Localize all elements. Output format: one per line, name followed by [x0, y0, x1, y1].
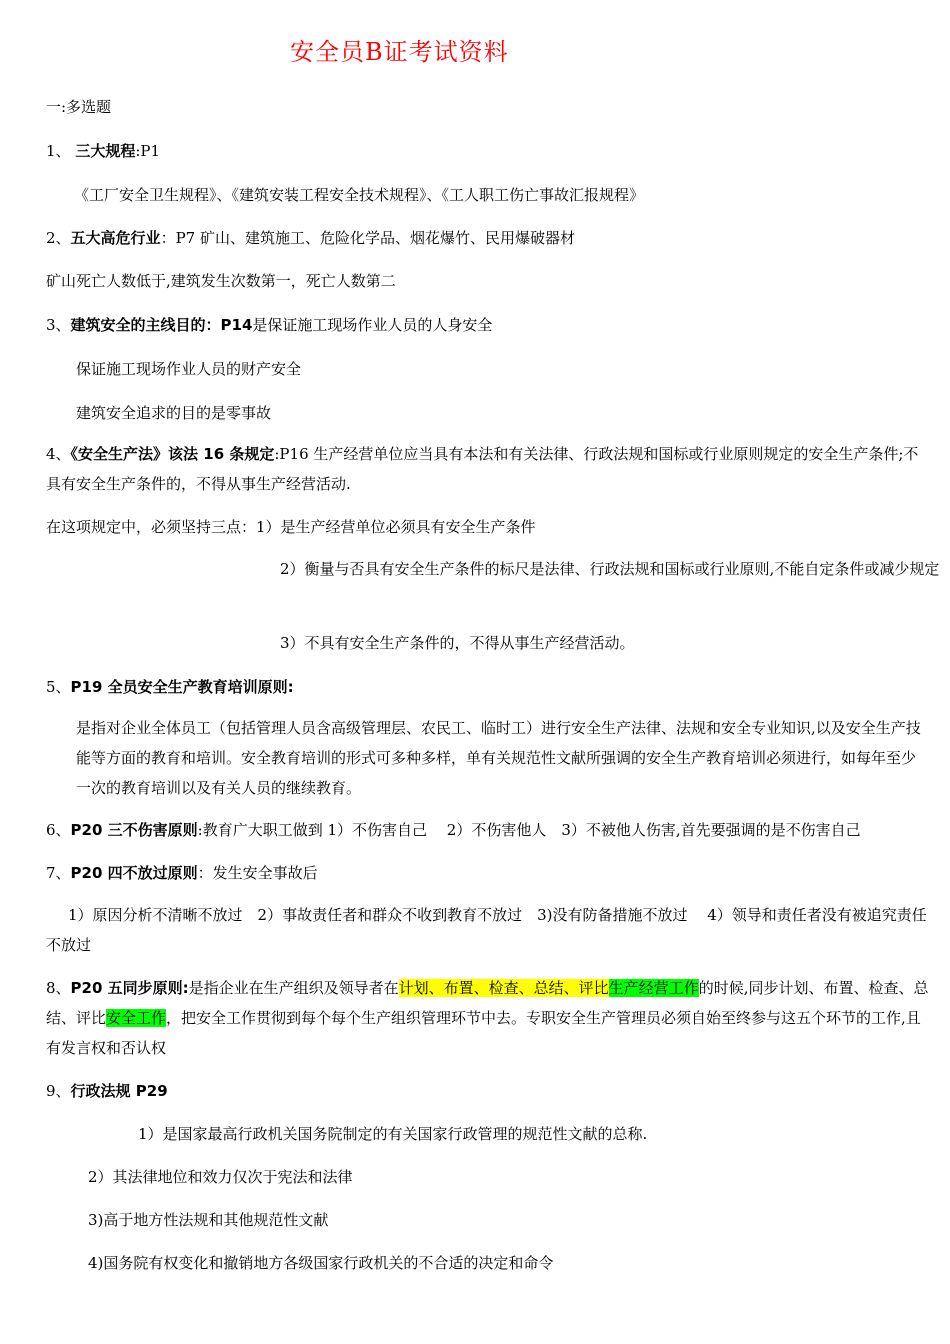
q4-number: 4、: [46, 445, 71, 463]
q2-colon: ：: [160, 229, 176, 247]
q8-text-3: ，把安全工作贯彻到每个每个生产组织管理环节中去。专职安全生产管理员必须自始至终参与这五个环节的工作,且有发言权和否认权: [46, 1009, 921, 1057]
q5-label: P19 全员安全生产教育培训原则:: [70, 678, 294, 696]
q6-body: :教育广大职工做到 1）不伤害自己 2）不伤害他人 3）不被他人伤害,首先要强调的是不伤害自己: [197, 821, 861, 839]
q3-heading: [46, 315, 492, 335]
q1-ref: :P1: [135, 142, 161, 160]
q3-label: 建筑安全的主线目的：P14: [70, 316, 253, 334]
q7-number: 7、: [46, 864, 71, 882]
q8-text-2: 的时候,同步计划、布置、检查、总结、评比: [46, 979, 929, 1027]
document-title: 安全员B证考试资料: [290, 38, 509, 66]
q6-number: 6、: [46, 821, 71, 839]
q7-detail: 1）原因分析不清晰不放过 2）事故责任者和群众不收到教育不放过 3)没有防备措施不放过 4）领导和责任者没有被追究责任不放过: [46, 906, 927, 954]
q1-number: 1、: [46, 142, 71, 160]
q4-intro: 在这项规定中，必须坚持三点：1）是生产经营单位必须具有安全生产条件: [46, 518, 536, 536]
q9-item-4: 4)国务院有权变化和撤销地方各级国家行政机关的不合适的决定和命令: [88, 1254, 554, 1272]
q7-heading: [46, 863, 318, 883]
q1-body: 《工厂安全卫生规程》、《建筑安装工程安全技术规程》、《工人职工伤亡事故汇报规程》: [74, 186, 645, 204]
q9-label: 行政法规 P29: [70, 1082, 168, 1100]
q2-label: 五大高危行业: [70, 229, 161, 247]
q5-number: 5、: [46, 678, 71, 696]
q9-item-3: 3)高于地方性法规和其他规范性文献: [88, 1211, 329, 1229]
q2-heading: [46, 228, 575, 248]
q1-heading: [46, 141, 160, 161]
q5-body: 是指对企业全体员工（包括管理人员含高级管理层、农民工、临时工）进行安全生产法律、法规和安全专业知识,以及安全生产技能等方面的教育和培训。安全教育培训的形式可多种多样，单有关规范性文献所强调的安全生产教育培训必须进行，如每年至少一次的教育培训以及有关人员的继续教育。: [76, 719, 921, 797]
q9-item-2: 2）其法律地位和效力仅次于宪法和法律: [88, 1168, 353, 1186]
q5-heading: [46, 677, 294, 697]
q2-note: 矿山死亡人数低于,建筑发生次数第一，死亡人数第二: [46, 272, 396, 290]
q9-heading: [46, 1081, 168, 1101]
q1-label: 三大规程: [75, 142, 136, 160]
q8-highlight-green-2: 安全工作: [106, 1009, 167, 1027]
q8-highlight-yellow: 计划、布置、检查、总结、评比: [398, 979, 609, 997]
q8-highlight-green-1: 生产经营工作: [608, 979, 699, 997]
q4-paragraph: [46, 439, 930, 499]
q8-text-1: 是指企业在生产组织及领导者在: [188, 979, 399, 997]
q2-body: P7 矿山、建筑施工、危险化学品、烟花爆竹、民用爆破器材: [175, 229, 575, 247]
q7-label: P20 四不放过原则: [70, 864, 198, 882]
q3-line-3: 建筑安全追求的目的是零事故: [76, 404, 272, 422]
q9-number: 9、: [46, 1082, 71, 1100]
q6-label: P20 三不伤害原则: [70, 821, 198, 839]
q3-body: 是保证施工现场作业人员的人身安全: [252, 316, 493, 334]
q8-number: 8、: [46, 979, 71, 997]
q6-line: [46, 820, 861, 840]
q3-line-2: 保证施工现场作业人员的财产安全: [76, 360, 302, 378]
q8-label: P20 五同步原则:: [70, 979, 189, 997]
q4-label: 《安全生产法》该法 16 条规定: [70, 445, 275, 463]
section-heading: 一:多选题: [46, 98, 112, 116]
q8-paragraph: [46, 973, 930, 1063]
q2-number: 2、: [46, 229, 71, 247]
q4-body: :P16 生产经营单位应当具有本法和有关法律、行政法规和国标或行业原则规定的安全生产条件;不具有安全生产条件的，不得从事生产经营活动.: [46, 445, 919, 493]
q9-item-1: 1）是国家最高行政机关国务院制定的有关国家行政管理的规范性文献的总称.: [138, 1125, 648, 1143]
q3-number: 3、: [46, 316, 71, 334]
q7-body: ：发生安全事故后: [197, 864, 318, 882]
q4-point-2: 2）衡量与否具有安全生产条件的标尺是法律、行政法规和国标或行业原则,不能自定条件或减少规定: [280, 560, 940, 578]
q4-point-3: 3）不具有安全生产条件的，不得从事生产经营活动。: [280, 634, 635, 652]
